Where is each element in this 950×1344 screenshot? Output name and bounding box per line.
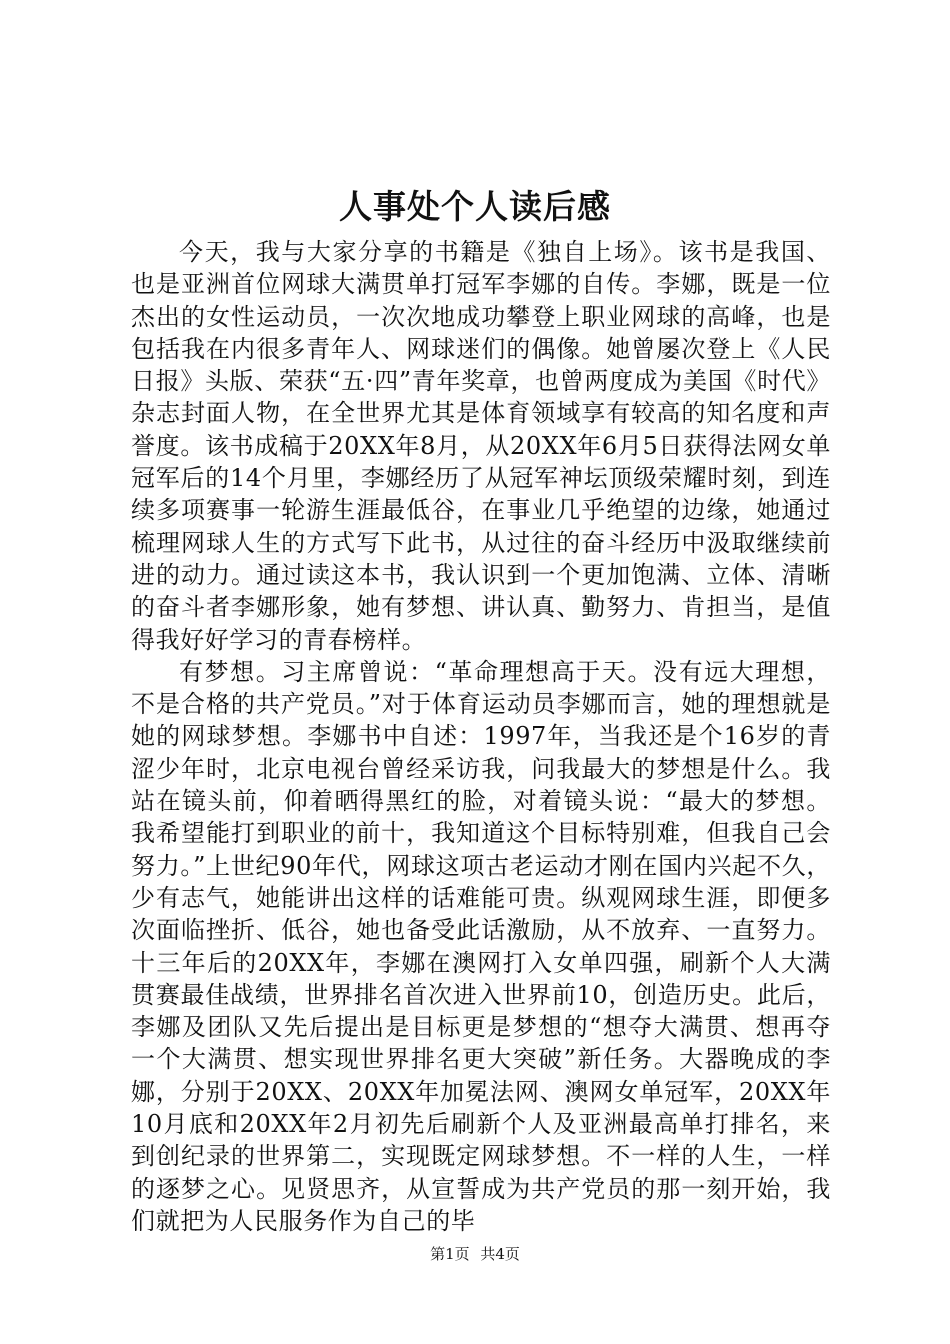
document-body	[131, 236, 831, 1237]
page-total: 共4页	[480, 1245, 520, 1263]
document-title: 人事处个人读后感	[339, 187, 611, 226]
paragraph-intro: 今天，我与大家分享的书籍是《独自上场》。该书是我国、也是亚洲首位网球大满贯单打冠军李娜的自传。李娜，既是一位杰出的女性运动员，一次次地成功攀登上职业网球的高峰，也是包括我在内很多青年人、网球迷们的偶像。她曾屡次登上《人民日报》头版、荣获“五·四”青年奖章，也曾两度成为美国《时代》杂志封面人物，在全世界尤其是体育领域享有较高的知名度和声誉度。该书成稿于20XX年8月，从20XX年6月5日获得法网女单冠军后的14个月里，李娜经历了从冠军神坛顶级荣耀时刻，到连续多项赛事一轮游生涯最低谷，在事业几乎绝望的边缘，她通过梳理网球人生的方式写下此书，从过往的奋斗经历中汲取继续前进的动力。通过读这本书，我认识到一个更加饱满、立体、清晰的奋斗者李娜形象，她有梦想、讲认真、勤努力、肯担当，是值得我好好学习的青春榜样。	[131, 238, 831, 654]
paragraph-dream: 有梦想。习主席曾说：“革命理想高于天。没有远大理想，不是合格的共产党员。”对于体育运动员李娜而言，她的理想就是她的网球梦想。李娜书中自述：1997年，当我还是个16岁的青涩少年时，北京电视台曾经采访我，问我最大的梦想是什么。我站在镜头前，仰着晒得黑红的脸，对着镜头说：“最大的梦想。我希望能打到职业的前十，我知道这个目标特别难，但我自己会努力。”上世纪90年代，网球这项古老运动才刚在国内兴起不久，少有志气，她能讲出这样的话难能可贵。纵观网球生涯，即便多次面临挫折、低谷，她也备受此话激励，从不放弃、一直努力。十三年后的20XX年，李娜在澳网打入女单四强，刷新个人大满贯赛最佳战绩，世界排名首次进入世界前10，创造历史。此后，李娜及团队又先后提出是目标更是梦想的“想夺大满贯、想再夺一个大满贯、想实现世界排名更大突破”新任务。大器晚成的李娜，分别于20XX、20XX年加冕法网、澳网女单冠军，20XX年10月底和20XX年2月初先后刷新个人及亚洲最高单打排名，来到创纪录的世界第二，实现既定网球梦想。不一样的人生，一样的逐梦之心。见贤思齐，从宣誓成为共产党员的那一刻开始，我们就把为人民服务作为自己的毕	[131, 657, 831, 1235]
page-footer	[0, 1244, 950, 1264]
page-number: 第1页	[430, 1245, 470, 1263]
